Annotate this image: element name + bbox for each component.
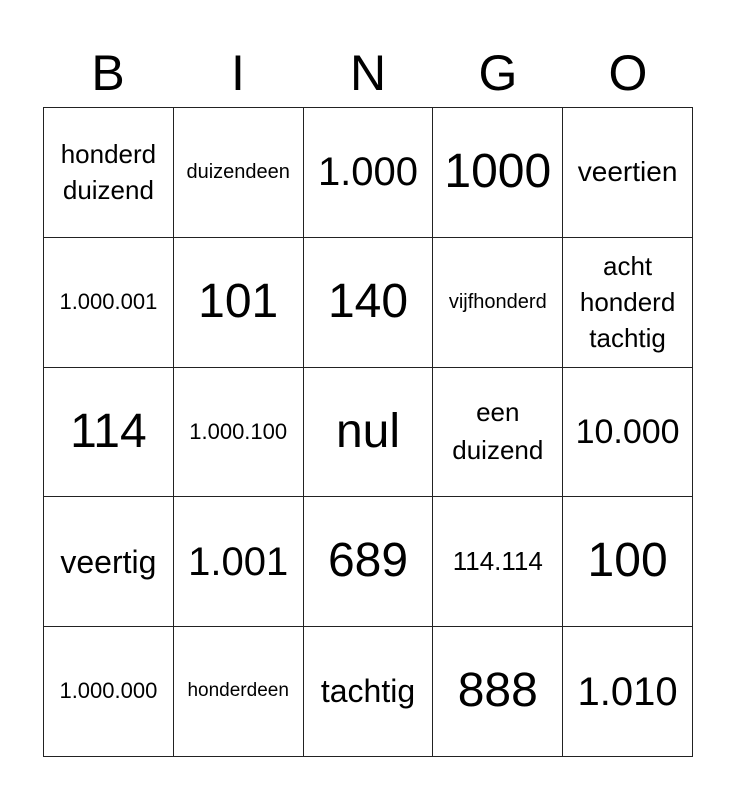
bingo-cell-r1c1[interactable] bbox=[44, 108, 174, 238]
cell-text: duizendeen bbox=[186, 161, 290, 184]
cell-text: 1000 bbox=[444, 145, 552, 198]
bingo-cell-r2c5[interactable] bbox=[563, 238, 693, 368]
cell-text: veertien bbox=[577, 156, 678, 188]
bingo-cell-r4c1[interactable] bbox=[44, 497, 174, 627]
bingo-cell-r1c5[interactable] bbox=[563, 108, 693, 238]
bingo-cell-r3c2[interactable] bbox=[174, 368, 304, 498]
cell-text: 114 bbox=[70, 404, 147, 458]
cell-text: 101 bbox=[198, 274, 279, 328]
bingo-cell-r5c5[interactable] bbox=[563, 627, 693, 757]
header-letter-b: B bbox=[91, 45, 125, 101]
cell-text: vijfhonderd bbox=[448, 291, 547, 314]
cell-text: 1.000 bbox=[317, 150, 419, 195]
bingo-cell-r2c1[interactable] bbox=[44, 238, 174, 368]
bingo-card-grid bbox=[43, 107, 693, 757]
cell-text: honderdeen bbox=[187, 680, 289, 702]
cell-text: 1.000.100 bbox=[189, 418, 288, 444]
bingo-cell-r2c4[interactable] bbox=[433, 238, 563, 368]
cell-text: 100 bbox=[587, 534, 668, 588]
cell-text: 1.000.000 bbox=[59, 678, 158, 704]
header-letter-i: I bbox=[231, 45, 245, 101]
cell-text: 140 bbox=[327, 274, 409, 328]
header-letter-n: N bbox=[349, 45, 387, 101]
bingo-cell-r3c5[interactable] bbox=[563, 368, 693, 498]
cell-text: 1.000.001 bbox=[59, 288, 158, 314]
cell-text: acht honderd tachtig bbox=[579, 250, 676, 354]
bingo-cell-r2c2[interactable] bbox=[174, 238, 304, 368]
cell-text: nul bbox=[335, 404, 401, 458]
bingo-cell-r1c4[interactable] bbox=[433, 108, 563, 238]
bingo-cell-r2c3[interactable] bbox=[304, 238, 434, 368]
bingo-cell-r3c3[interactable] bbox=[304, 368, 434, 498]
bingo-cell-r5c2[interactable] bbox=[174, 627, 304, 757]
bingo-cell-r3c1[interactable] bbox=[44, 368, 174, 498]
bingo-cell-r4c4[interactable] bbox=[433, 497, 563, 627]
bingo-cell-r4c2[interactable] bbox=[174, 497, 304, 627]
bingo-cell-r5c3[interactable] bbox=[304, 627, 434, 757]
cell-text: veertig bbox=[60, 543, 157, 580]
cell-text: 888 bbox=[457, 664, 538, 718]
bingo-cell-r4c5[interactable] bbox=[563, 497, 693, 627]
cell-text: 1.010 bbox=[577, 669, 678, 714]
cell-text: 10.000 bbox=[575, 412, 680, 451]
bingo-cell-r4c3[interactable] bbox=[304, 497, 434, 627]
cell-text: tachtig bbox=[320, 673, 416, 710]
header-letter-g: G bbox=[478, 45, 518, 101]
bingo-cell-r3c4[interactable] bbox=[433, 368, 563, 498]
cell-text: 1.001 bbox=[188, 539, 289, 584]
cell-text: 114.114 bbox=[452, 545, 543, 576]
cell-text: 689 bbox=[327, 534, 409, 588]
cell-text: honderd duizend bbox=[60, 139, 157, 206]
bingo-cell-r5c1[interactable] bbox=[44, 627, 174, 757]
bingo-cell-r5c4[interactable] bbox=[433, 627, 563, 757]
bingo-cell-r1c2[interactable] bbox=[174, 108, 304, 238]
cell-text: een duizend bbox=[452, 397, 544, 465]
bingo-cell-r1c3[interactable] bbox=[304, 108, 434, 238]
header-letter-o: O bbox=[608, 45, 648, 101]
bingo-header bbox=[43, 40, 693, 106]
